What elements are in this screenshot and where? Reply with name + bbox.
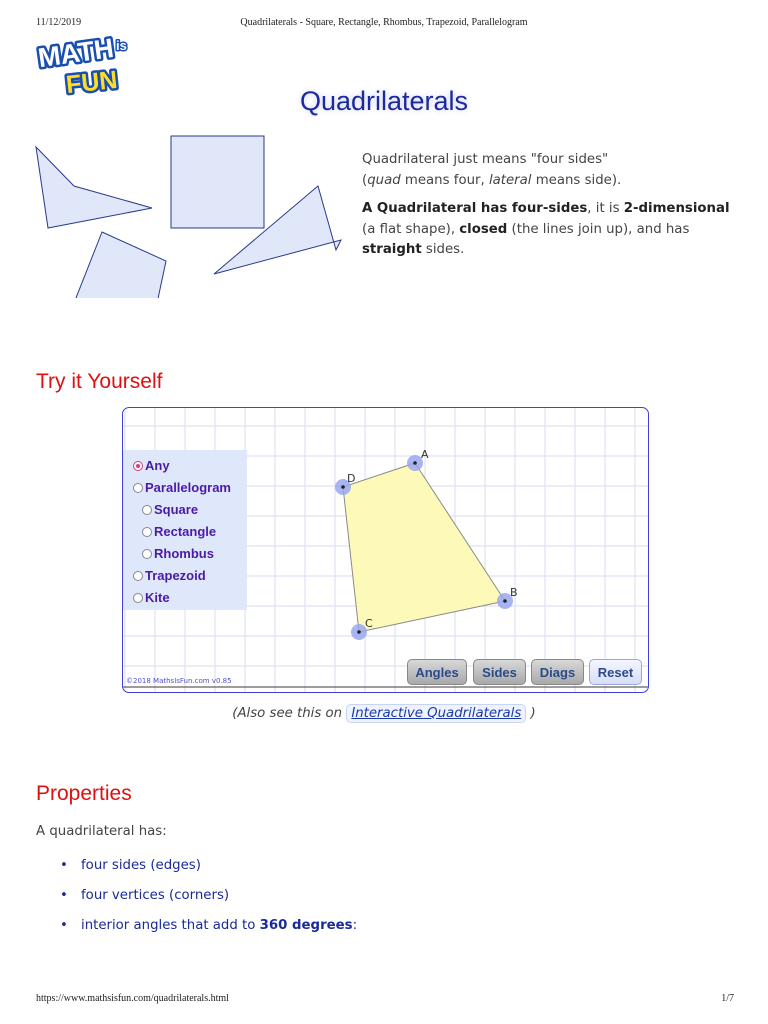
vertex-label-b: B xyxy=(510,586,518,599)
intro-text xyxy=(362,150,742,269)
page-title: Quadrilaterals xyxy=(299,86,469,116)
intro-text-3: (the lines join up), and has xyxy=(507,221,690,237)
list-item xyxy=(60,915,357,945)
option-label: Rhombus xyxy=(154,546,214,561)
vertex-label-a: A xyxy=(421,448,429,461)
intro-lateral-meaning: means side). xyxy=(531,172,622,188)
option-trapezoid[interactable] xyxy=(133,568,206,583)
option-label: Parallelogram xyxy=(145,480,231,495)
vertex-label-d: D xyxy=(347,472,356,485)
option-any[interactable] xyxy=(133,458,170,473)
option-kite[interactable] xyxy=(133,590,170,605)
property-text: four vertices (corners) xyxy=(81,888,230,903)
list-item xyxy=(60,885,357,915)
option-label: Any xyxy=(145,458,170,473)
intro-paragraph-2 xyxy=(362,199,742,261)
radio-button[interactable] xyxy=(142,527,152,537)
properties-list xyxy=(60,855,357,945)
print-url: https://www.mathsisfun.com/quadrilaterals.html xyxy=(36,993,229,1004)
option-label: Square xyxy=(154,502,199,517)
intro-straight-bold: straight xyxy=(362,242,422,257)
option-rectangle[interactable] xyxy=(142,524,216,539)
intro-paragraph-1 xyxy=(362,150,742,191)
option-rhombus[interactable] xyxy=(142,546,214,561)
property-bold: 360 degrees xyxy=(259,918,353,933)
sides-button[interactable]: Sides xyxy=(473,659,526,685)
intro-quad-meaning: means four, xyxy=(400,172,489,188)
properties-intro: A quadrilateral has: xyxy=(36,824,167,839)
also-see-prefix: (Also see this on xyxy=(232,706,347,721)
option-parallelogram[interactable] xyxy=(133,480,231,495)
logo-word-is: is xyxy=(116,38,127,53)
option-square[interactable] xyxy=(142,502,198,517)
intro-four-sides-bold: A Quadrilateral has four-sides xyxy=(362,201,588,216)
intro-closed-bold: closed xyxy=(459,221,508,237)
interactive-quadrilateral xyxy=(343,463,505,632)
try-it-yourself-heading: Try it Yourself xyxy=(36,370,163,393)
list-item xyxy=(60,855,357,885)
vertex-handle-a xyxy=(407,448,429,471)
radio-button[interactable] xyxy=(133,461,143,471)
property-end: : xyxy=(352,918,358,933)
option-label: Rectangle xyxy=(154,524,217,539)
print-doc-title: Quadrilaterals - Square, Rectangle, Rhombus, Trapezoid, Parallelogram xyxy=(240,17,528,28)
diags-button[interactable]: Diags xyxy=(531,659,584,685)
intro-word-quad: quad xyxy=(367,172,401,188)
radio-button[interactable] xyxy=(142,549,152,559)
example-shape-square xyxy=(171,136,264,228)
intro-2d-bold: 2-dimensional xyxy=(623,201,730,216)
also-see-note xyxy=(0,706,768,721)
print-date: 11/12/2019 xyxy=(36,17,82,28)
intro-line-1: Quadrilateral just means "four sides" xyxy=(362,152,609,167)
property-text: four sides (edges) xyxy=(81,858,201,873)
radio-button[interactable] xyxy=(142,505,152,515)
quadrilateral-applet[interactable] xyxy=(122,407,649,693)
logo-word-fun: FUN xyxy=(64,65,119,96)
properties-heading: Properties xyxy=(36,782,132,805)
interactive-quadrilaterals-link[interactable]: Interactive Quadrilaterals xyxy=(346,704,526,723)
shape-options-panel xyxy=(123,450,247,610)
example-shape-quadrilateral xyxy=(72,232,166,298)
vertex-label-c: C xyxy=(365,617,373,630)
applet-copyright[interactable]: ©2018 MathsIsFun.com v0.85 xyxy=(126,677,232,685)
option-label: Trapezoid xyxy=(145,568,206,583)
radio-button[interactable] xyxy=(133,483,143,493)
intro-text-2: (a flat shape), xyxy=(362,221,460,237)
also-see-suffix: ) xyxy=(530,706,536,721)
radio-button[interactable] xyxy=(133,593,143,603)
option-label: Kite xyxy=(145,590,170,605)
intro-text-4: sides. xyxy=(421,242,465,257)
intro-word-lateral: lateral xyxy=(488,172,532,188)
property-text: interior angles that add to xyxy=(81,918,260,933)
intro-paren: ( xyxy=(362,172,368,188)
logo-word-math: MATH xyxy=(36,34,116,74)
example-shape-concave xyxy=(36,147,152,228)
reset-button[interactable]: Reset xyxy=(589,659,642,685)
quadrilateral-examples-illustration xyxy=(28,128,348,298)
print-page-number: 1/7 xyxy=(721,993,734,1004)
radio-button[interactable] xyxy=(133,571,143,581)
intro-text-1: , it is xyxy=(587,201,624,216)
angles-button[interactable]: Angles xyxy=(407,659,467,685)
